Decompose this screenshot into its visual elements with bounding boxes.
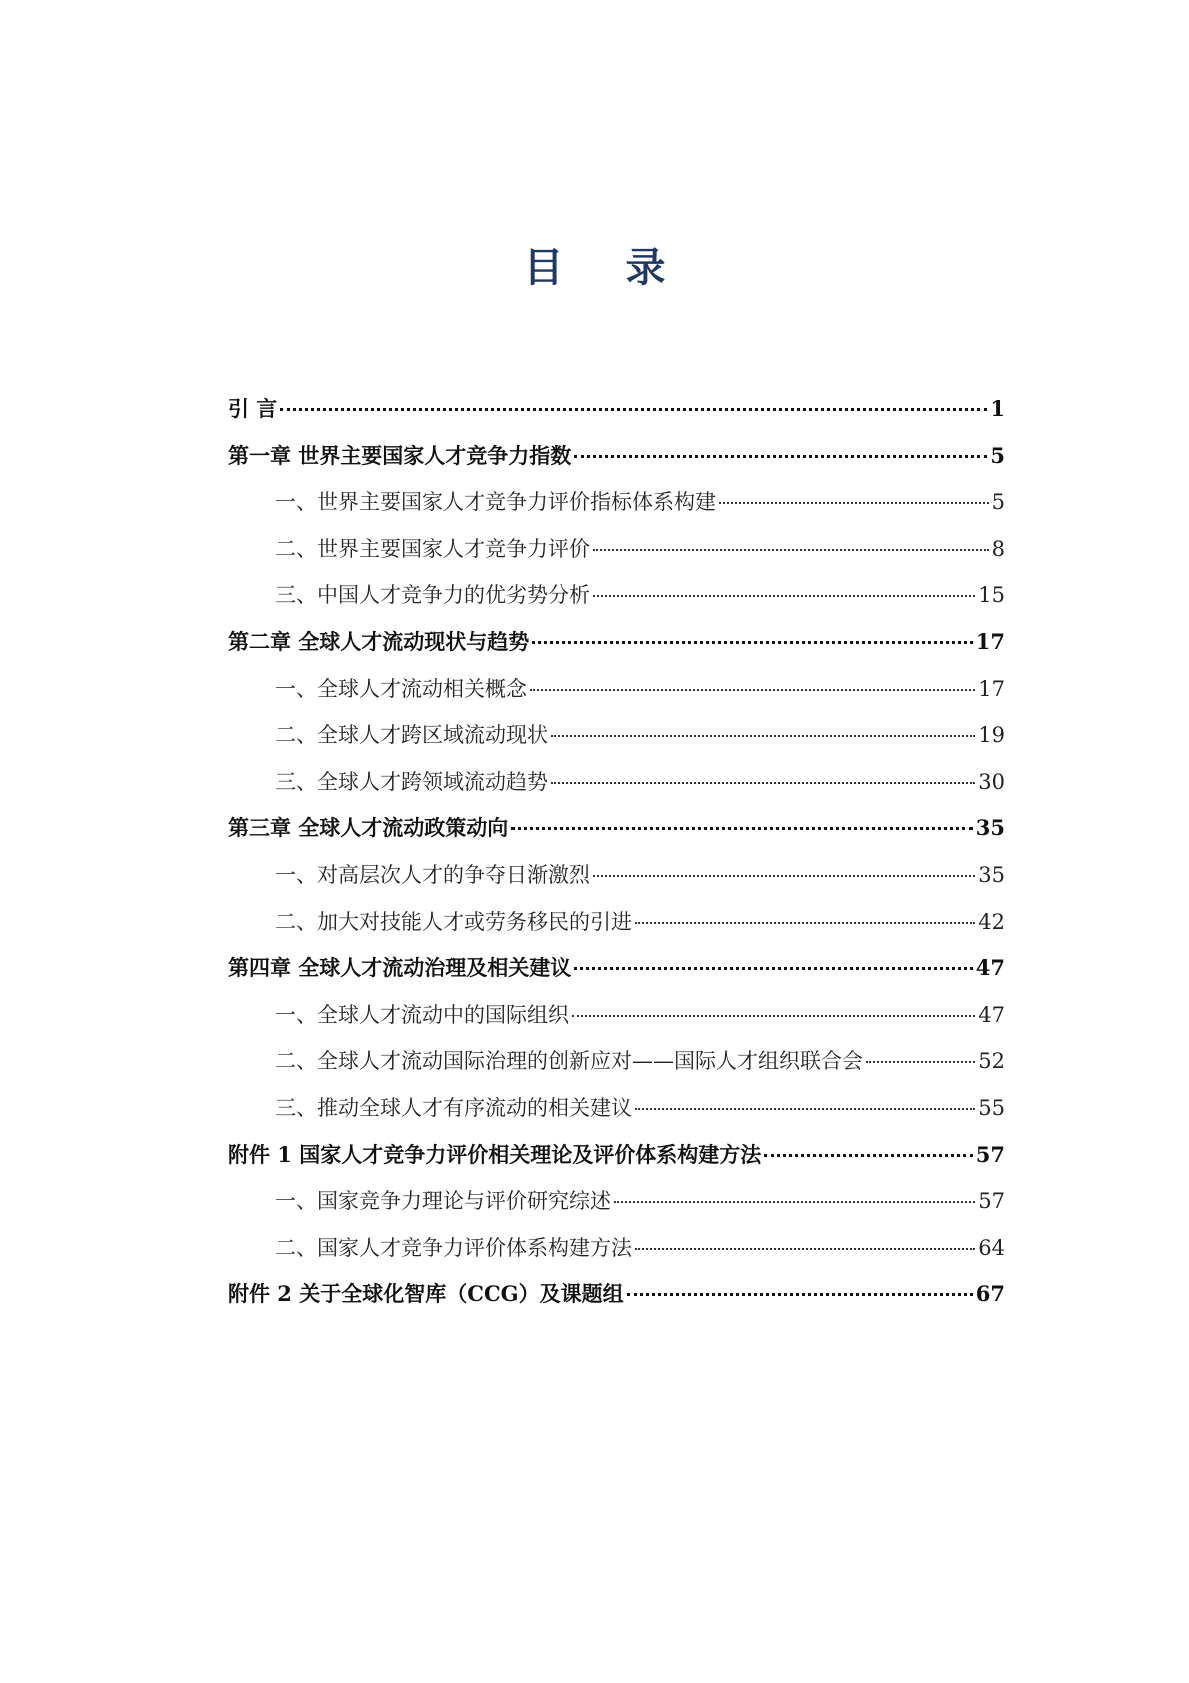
toc-page-number: 35 <box>978 862 1005 887</box>
toc-dot-leader <box>866 1061 975 1063</box>
toc-page-number: 57 <box>978 1189 1005 1214</box>
toc-entry-chapter-2[interactable] <box>228 628 1005 675</box>
toc-dot-leader <box>719 502 989 504</box>
toc-dot-leader <box>593 595 975 597</box>
toc-page-number: 5 <box>990 442 1005 468</box>
toc-entry-label: 一、全球人才流动相关概念 <box>275 676 527 701</box>
toc-entry-label: 附件 2 关于全球化智库（CCG）及课题组 <box>228 1281 624 1307</box>
toc-dot-leader <box>614 1201 975 1203</box>
toc-dot-leader <box>574 455 987 458</box>
toc-page-number: 47 <box>975 955 1005 981</box>
toc-page-number: 19 <box>978 723 1005 748</box>
toc-entry-label: 二、世界主要国家人才竞争力评价 <box>275 536 590 561</box>
toc-page-number: 30 <box>978 769 1005 794</box>
toc-dot-leader <box>593 549 989 551</box>
toc-entry-chapter-3-section-2[interactable] <box>228 908 1005 955</box>
toc-dot-leader <box>572 1015 975 1017</box>
toc-entry-chapter-4[interactable] <box>228 954 1005 1001</box>
toc-dot-leader <box>635 1108 975 1110</box>
toc-entry-chapter-1-section-2[interactable] <box>228 535 1005 582</box>
toc-page-number: 8 <box>991 536 1005 561</box>
page-title: 目 录 <box>523 245 690 291</box>
toc-page-number: 17 <box>978 676 1005 701</box>
toc-page-number: 15 <box>978 583 1005 608</box>
toc-dot-leader <box>764 1154 973 1157</box>
toc-entry-introduction[interactable] <box>228 395 1005 442</box>
toc-dot-leader <box>635 1248 975 1250</box>
toc-entry-appendix-1[interactable] <box>228 1141 1005 1188</box>
toc-entry-chapter-1-section-1[interactable] <box>228 488 1005 535</box>
toc-entry-chapter-3-section-1[interactable] <box>228 861 1005 908</box>
toc-entry-label: 一、对高层次人才的争夺日渐激烈 <box>275 862 590 887</box>
toc-entry-label: 二、国家人才竞争力评价体系构建方法 <box>275 1235 632 1260</box>
toc-entry-appendix-1-section-2[interactable] <box>228 1234 1005 1281</box>
toc-entry-chapter-3[interactable] <box>228 814 1005 861</box>
toc-dot-leader <box>627 1293 973 1296</box>
toc-entry-chapter-2-section-1[interactable] <box>228 675 1005 722</box>
toc-page-number: 1 <box>990 396 1005 421</box>
toc-page-number: 52 <box>978 1049 1005 1074</box>
toc-entry-label: 一、世界主要国家人才竞争力评价指标体系构建 <box>275 490 716 515</box>
toc-entry-appendix-2[interactable] <box>228 1280 1005 1327</box>
toc-entry-label: 二、加大对技能人才或劳务移民的引进 <box>275 909 632 934</box>
toc-entry-label: 二、全球人才流动国际治理的创新应对——国际人才组织联合会 <box>275 1049 863 1074</box>
toc-dot-leader <box>280 408 987 411</box>
toc-entry-chapter-4-section-1[interactable] <box>228 1001 1005 1048</box>
toc-entry-label: 一、国家竞争力理论与评价研究综述 <box>275 1189 611 1214</box>
toc-page-number: 35 <box>975 815 1005 841</box>
toc-page-number: 67 <box>975 1281 1005 1307</box>
toc-dot-leader <box>574 967 972 970</box>
toc-page-number: 64 <box>978 1235 1005 1260</box>
toc-dot-leader <box>551 782 975 784</box>
toc-entry-label: 第三章 全球人才流动政策动向 <box>228 815 509 841</box>
toc-entry-label: 第一章 世界主要国家人才竞争力指数 <box>228 442 572 468</box>
toc-page-number: 55 <box>978 1095 1005 1120</box>
table-of-contents <box>228 395 1005 1327</box>
toc-entry-chapter-1-section-3[interactable] <box>228 581 1005 628</box>
toc-dot-leader <box>532 641 972 644</box>
toc-page-number: 5 <box>991 490 1005 515</box>
toc-dot-leader <box>530 689 975 691</box>
toc-entry-label: 二、全球人才跨区域流动现状 <box>275 723 548 748</box>
toc-entry-label: 三、全球人才跨领域流动趋势 <box>275 769 548 794</box>
toc-page-number: 42 <box>978 909 1005 934</box>
toc-entry-label: 引 言 <box>228 396 278 421</box>
toc-entry-chapter-2-section-2[interactable] <box>228 721 1005 768</box>
toc-entry-chapter-4-section-2[interactable] <box>228 1047 1005 1094</box>
toc-entry-chapter-4-section-3[interactable] <box>228 1094 1005 1141</box>
toc-entry-appendix-1-section-1[interactable] <box>228 1187 1005 1234</box>
toc-entry-chapter-2-section-3[interactable] <box>228 768 1005 815</box>
toc-dot-leader <box>635 922 975 924</box>
toc-entry-label: 三、推动全球人才有序流动的相关建议 <box>275 1095 632 1120</box>
toc-dot-leader <box>511 827 972 830</box>
toc-page-number: 57 <box>975 1141 1005 1167</box>
toc-entry-label: 第四章 全球人才流动治理及相关建议 <box>228 955 572 981</box>
toc-page-number: 17 <box>975 628 1005 654</box>
toc-entry-label: 附件 1 国家人才竞争力评价相关理论及评价体系构建方法 <box>228 1141 762 1167</box>
toc-entry-chapter-1[interactable] <box>228 442 1005 489</box>
toc-dot-leader <box>593 875 975 877</box>
toc-page-number: 47 <box>978 1002 1005 1027</box>
toc-entry-label: 一、全球人才流动中的国际组织 <box>275 1002 569 1027</box>
toc-dot-leader <box>551 735 975 737</box>
toc-entry-label: 三、中国人才竞争力的优劣势分析 <box>275 583 590 608</box>
toc-entry-label: 第二章 全球人才流动现状与趋势 <box>228 628 530 654</box>
